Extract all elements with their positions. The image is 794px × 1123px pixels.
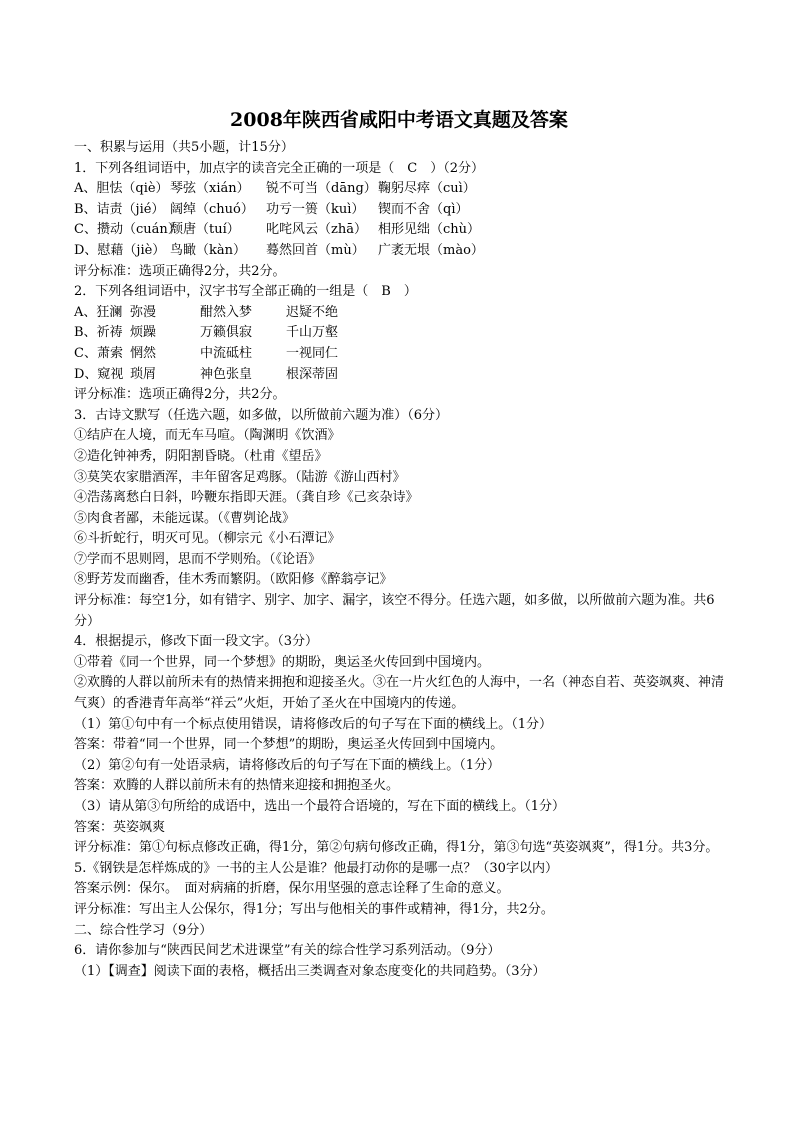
option-item: B、诘责（jié） — [74, 201, 165, 217]
option-item: 广袤无垠（mào） — [378, 242, 484, 258]
option-row-b — [74, 200, 724, 221]
option-item: 根深蒂固 — [286, 366, 339, 382]
option-item: 烦躁 — [130, 325, 157, 341]
answer-text: 答案：带着“同一个世界，同一个梦想”的期盼，奥运圣火传回到中国境内。 — [74, 737, 504, 753]
answer-text: 答案示例：保尔。 面对病痛的折磨，保尔用坚强的意志诠释了生命的意义。 — [74, 881, 510, 897]
passage-sentence: ②欢腾的人群以前所未有的热情来拥抱和迎接圣火。③在一片火红色的人海中，一名（神态自若、英姿飒爽、神清气爽）的香港青年高举“祥云”火炬，开始了圣火在中国境内的传递。 — [74, 675, 725, 712]
option-item: 弥漫 — [130, 304, 157, 320]
option-row-c — [74, 220, 724, 241]
question-6-stem: 6．请你参加与“陕西民间艺术进课堂”有关的综合性学习系列活动。（9分） — [74, 943, 501, 959]
poem-line: ③莫笑农家腊酒浑，丰年留客足鸡豚。（陆游《游山西村》 — [74, 469, 406, 485]
passage-sentence: ①带着《同一个世界，同一个梦想》的期盼，奥运圣火传回到中国境内。 — [74, 654, 491, 670]
option-item: 功亏一篑（kuì） — [266, 201, 365, 217]
poem-line: ①结庐在人境，而无车马喧。（陶渊明《饮酒》 — [74, 428, 341, 444]
answer-text: 答案：欢腾的人群以前所未有的热情来迎接和拥抱圣火。 — [74, 778, 400, 794]
option-item: A、胆怯（qiè） — [74, 181, 169, 197]
option-item: 叱咤风云（zhā） — [266, 222, 367, 238]
scoring-standard: 评分标准：第①句标点修改正确，得1分，第②句病句修改正确，得1分，第③句选“英姿飒爽”，得1分。共3分。 — [74, 840, 719, 856]
option-row-a — [74, 179, 724, 200]
section-heading: 一、积累与运用（共5小题，计15分） — [74, 140, 294, 155]
question-3-stem: 3．古诗文默写（任选六题，如多做，以所做前六题为准）（6分） — [74, 407, 449, 423]
poem-line: ⑤肉食者鄙，未能远谋。（《曹刿论战》 — [74, 510, 296, 526]
option-item: 阔绰（chuó） — [170, 201, 254, 217]
scoring-standard: 评分标准：每空1分，如有错字、别字、加字、漏字，该空不得分。任选六题，如多做，以所做前六题为准。共6分） — [74, 593, 715, 629]
section-heading: 二、综合性学习（9分） — [74, 922, 213, 938]
option-row-d — [74, 241, 724, 262]
option-item: 鸟瞰（kàn） — [170, 242, 247, 258]
page-title: 2008年陕西省咸阳中考语文真题及答案 — [230, 109, 568, 131]
poem-line: ⑦学而不思则罔，思而不学则殆。（《论语》 — [74, 551, 322, 567]
sub-question: （1）【调查】阅读下面的表格，概括出三类调查对象态度变化的共同趋势。（3分） — [74, 963, 546, 979]
option-item: 惘然 — [130, 345, 157, 361]
option-item: 中流砥柱 — [200, 345, 253, 361]
option-item: 千山万壑 — [286, 325, 339, 341]
option-item: D、慰藉（jiè） — [74, 242, 166, 258]
answer-text: 答案：英姿飒爽 — [74, 819, 166, 835]
option-item: 鞠躬尽瘁（cuì） — [378, 181, 476, 197]
sub-question: （2）第②句有一处语录病，请将修改后的句子写在下面的横线上。（1分） — [74, 757, 501, 773]
option-item: 神色张皇 — [200, 366, 253, 382]
option-item: 琐屑 — [130, 366, 157, 382]
option-item: 锐不可当（dāng） — [266, 181, 377, 197]
option-row-a — [74, 303, 724, 324]
option-item: 锲而不舍（qì） — [378, 201, 469, 217]
option-item: C、萧索 — [74, 345, 123, 361]
option-row-c — [74, 344, 724, 365]
option-item: 一视同仁 — [286, 345, 339, 361]
poem-line: ⑧野芳发而幽香，佳木秀而繁阴。（欧阳修《醉翁亭记》 — [74, 572, 393, 588]
option-item: A、狂澜 — [74, 304, 123, 320]
poem-line: ④浩荡离愁白日斜，吟鞭东指即天涯。（龚自珍《己亥杂诗》 — [74, 490, 419, 506]
option-item: D、窥视 — [74, 366, 124, 382]
scoring-standard: 评分标准：写出主人公保尔，得1分；写出与他相关的事件或精神，得1分，共2分。 — [74, 901, 554, 917]
option-item: 万籁俱寂 — [200, 325, 253, 341]
question-2-stem: 2．下列各组词语中，汉字书写全部正确的一组是（ B ） — [74, 284, 417, 300]
poem-line: ②造化钟神秀，阴阳割昏晓。（杜甫《望岳》 — [74, 448, 328, 464]
document-page — [74, 104, 724, 982]
option-item: 蓦然回首（mù） — [266, 242, 365, 258]
question-1-stem: 1．下列各组词语中，加点字的读音完全正确的一项是（ C ）（2分） — [74, 160, 484, 176]
option-item: B、祈祷 — [74, 325, 123, 341]
option-item: 迟疑不绝 — [286, 304, 339, 320]
option-item: 琴弦（xián） — [170, 181, 250, 197]
option-item: 相形见绌（chù） — [378, 222, 481, 238]
question-4-stem: 4．根据提示，修改下面一段文字。（3分） — [74, 634, 319, 650]
option-row-b — [74, 323, 724, 344]
sub-question: （3）请从第③句所给的成语中，选出一个最符合语境的，写在下面的横线上。（1分） — [74, 799, 566, 814]
option-row-d — [74, 365, 724, 386]
scoring-standard: 评分标准：选项正确得2分，共2分。 — [74, 387, 286, 403]
option-item: 酣然入梦 — [200, 304, 253, 320]
question-5-stem: 5.《钢铁是怎样炼成的》一书的主人公是谁？他最打动你的是哪一点？（30字以内） — [74, 860, 558, 876]
option-item: C、攒动（cuán） — [74, 222, 181, 238]
scoring-standard: 评分标准：选项正确得2分，共2分。 — [74, 263, 286, 279]
poem-line: ⑥斗折蛇行，明灭可见。（柳宗元《小石潭记》 — [74, 531, 341, 547]
option-item: 颓唐（tuí） — [170, 222, 240, 238]
sub-question: （1）第①句中有一个标点使用错误，请将修改后的句子写在下面的横线上。（1分） — [74, 716, 553, 732]
